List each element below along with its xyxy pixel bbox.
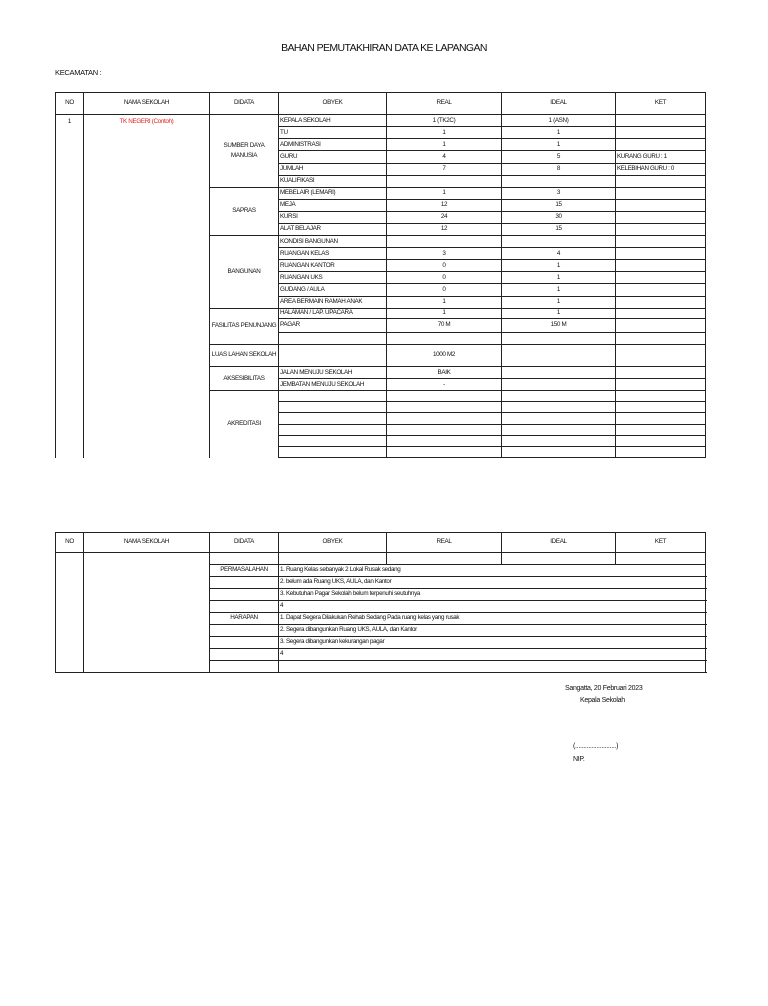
empty-cell [210,589,279,601]
real-cell: 7 [387,163,502,175]
ideal-cell: 30 [502,211,616,223]
ket-cell [616,272,706,284]
permasalahan-item: 3. Kebutuhan Pagar Sekolah belum terpenuhi seutuhnya [279,589,706,601]
real-cell: 1 [387,308,502,318]
header-nama-sekolah: NAMA SEKOLAH [84,93,210,115]
real-cell: 1 (TK2C) [387,115,502,127]
row-number: 1 [56,115,84,458]
empty-cell [279,391,387,402]
ket-cell [616,115,706,127]
ket-cell [616,175,706,187]
ket-cell: KELEBIHAN GURU : 0 [616,163,706,175]
ideal-cell: 1 [502,284,616,296]
ideal-cell: 3 [502,187,616,199]
real-cell: 1000 M2 [387,344,502,366]
signature-role: Kepala Sekolah [580,697,625,704]
empty-cell [210,577,279,589]
category-akreditasi: AKREDITASI [210,391,279,458]
empty-cell [279,424,387,435]
obyek-cell: JALAN MENUJU SEKOLAH [279,367,387,379]
table-row [56,115,706,127]
document-title: BAHAN PEMUTAKHIRAN DATA KE LAPANGAN [281,42,487,54]
real-cell: 0 [387,284,502,296]
ket-cell [616,248,706,260]
category-fasilitas: FASILITAS PENUNJANG [210,308,279,344]
ideal-cell: 150 M [502,318,616,332]
empty-cell [279,435,387,446]
obyek-cell: JEMBATAN MENUJU SEKOLAH [279,379,387,391]
empty-cell [279,446,387,457]
ket-cell [616,260,706,272]
signature-name-placeholder: (.........................) [573,743,619,750]
obyek-cell: JUMLAH [279,163,387,175]
real-cell: 1 [387,127,502,139]
empty-cell [502,332,616,344]
harapan-item: 3. Segera dibangunkan kekurangan pagar [279,637,706,649]
empty-cell [387,391,502,402]
ket-cell [616,284,706,296]
ket-cell [616,379,706,391]
empty-cell [502,402,616,413]
ideal-cell: 1 [502,127,616,139]
ideal-cell: 1 [502,272,616,284]
ket-cell [616,367,706,379]
ket-cell [616,199,706,211]
real-cell: 1 [387,296,502,308]
obyek-cell: GUDANG / AULA [279,284,387,296]
header-didata: DIDATA [210,93,279,115]
ket-cell [616,127,706,139]
ideal-cell: 1 [502,260,616,272]
empty-cell [387,413,502,424]
empty-cell [210,625,279,637]
obyek-cell: ADMINISTRASI [279,139,387,151]
ideal-cell [502,175,616,187]
real-cell: BAIK [387,367,502,379]
real-cell: 0 [387,260,502,272]
ket-cell [616,318,706,332]
real-cell: 70 M [387,318,502,332]
empty-cell [616,446,706,457]
ideal-cell: 1 (ASN) [502,115,616,127]
header-ideal: IDEAL [502,533,616,553]
header-obyek: OBYEK [279,93,387,115]
obyek-cell: RUANGAN KELAS [279,248,387,260]
real-cell: 3 [387,248,502,260]
empty-cell [84,553,210,673]
empty-cell [387,402,502,413]
ideal-cell [502,236,616,248]
category-aksesibilitas: AKSESIBILITAS [210,367,279,391]
header-real: REAL [387,533,502,553]
obyek-cell: RUANGAN UKS [279,272,387,284]
kecamatan-label: KECAMATAN : [55,68,102,77]
empty-cell [616,553,706,565]
obyek-cell: HALAMAN / LAP. UPACARA [279,308,387,318]
obyek-cell: RUANGAN KANTOR [279,260,387,272]
ket-cell: KURANG GURU : 1 [616,151,706,163]
empty-cell [210,661,279,673]
header-ket: KET [616,533,706,553]
obyek-cell: KUALIFIKASI [279,175,387,187]
header-didata: DIDATA [210,533,279,553]
ideal-cell: 4 [502,248,616,260]
harapan-item: 1. Dapat Segera Dilakukan Rehab Sedang Pada ruang kelas yang rusak [279,613,706,625]
obyek-cell: GURU [279,151,387,163]
school-name: TK NEGERI (Contoh) [84,115,210,458]
category-sapras: SAPRAS [210,187,279,235]
real-cell: 4 [387,151,502,163]
ideal-cell: 1 [502,308,616,318]
ket-cell [616,224,706,236]
obyek-cell [279,344,387,366]
real-cell: 1 [387,187,502,199]
ket-cell [616,344,706,366]
ideal-cell: 5 [502,151,616,163]
obyek-cell: PAGAR [279,318,387,332]
ket-cell [616,139,706,151]
ideal-cell [502,379,616,391]
obyek-cell: MEBELAIR (LEMARI) [279,187,387,199]
header-no: NO [56,93,84,115]
harapan-label: HARAPAN [210,613,279,625]
empty-cell [279,413,387,424]
obyek-cell: KEPALA SEKOLAH [279,115,387,127]
empty-cell [387,446,502,457]
data-table [55,92,706,458]
empty-cell [279,553,387,565]
empty-cell [210,553,279,565]
category-bangunan: BANGUNAN [210,236,279,309]
empty-cell [210,649,279,661]
header-no: NO [56,533,84,553]
obyek-cell: MEJA [279,199,387,211]
table-row [56,553,706,565]
real-cell [387,236,502,248]
empty-cell [616,332,706,344]
header-ket: KET [616,93,706,115]
header-obyek: OBYEK [279,533,387,553]
category-sdm: SUMBER DAYA MANUSIA [210,115,279,188]
obyek-cell: AREA BERMAIN RAMAH ANAK [279,296,387,308]
real-cell: - [387,379,502,391]
permasalahan-item: 2. belum ada Ruang UKS, AULA, dan Kantor [279,577,706,589]
obyek-cell: KURSI [279,211,387,223]
obyek-cell: ALAT BELAJAR [279,224,387,236]
empty-cell [210,601,279,613]
ideal-cell: 15 [502,224,616,236]
empty-cell [616,413,706,424]
ideal-cell: 8 [502,163,616,175]
header-ideal: IDEAL [502,93,616,115]
empty-cell [56,553,84,673]
ideal-cell: 1 [502,139,616,151]
empty-cell [502,424,616,435]
empty-cell [387,332,502,344]
empty-cell [279,661,706,673]
empty-cell [502,553,616,565]
ideal-cell: 15 [502,199,616,211]
ket-cell [616,211,706,223]
ket-cell [616,236,706,248]
real-cell: 24 [387,211,502,223]
permasalahan-item: 4 [279,601,706,613]
real-cell [387,175,502,187]
real-cell: 12 [387,224,502,236]
empty-cell [279,332,387,344]
ket-cell [616,187,706,199]
empty-cell [502,446,616,457]
obyek-cell: KONDISI BANGUNAN [279,236,387,248]
category-luas-lahan: LUAS LAHAN SEKOLAH [210,344,279,366]
ket-cell [616,296,706,308]
problems-table [55,532,706,673]
empty-cell [616,435,706,446]
real-cell: 12 [387,199,502,211]
real-cell: 1 [387,139,502,151]
signature-place-date: Sangatta, 20 Februari 2023 [565,685,643,692]
table-header-row [56,93,706,115]
ideal-cell [502,367,616,379]
empty-cell [502,391,616,402]
permasalahan-label: PERMASALAHAN [210,565,279,577]
empty-cell [279,402,387,413]
empty-cell [210,637,279,649]
empty-cell [502,413,616,424]
table-header-row [56,533,706,553]
empty-cell [387,424,502,435]
empty-cell [387,553,502,565]
empty-cell [502,435,616,446]
empty-cell [616,424,706,435]
header-nama-sekolah: NAMA SEKOLAH [84,533,210,553]
empty-cell [387,435,502,446]
header-real: REAL [387,93,502,115]
ket-cell [616,308,706,318]
empty-cell [616,402,706,413]
empty-cell [616,391,706,402]
ideal-cell [502,344,616,366]
obyek-cell: TU [279,127,387,139]
signature-nip: NIP. [573,756,585,763]
real-cell: 0 [387,272,502,284]
permasalahan-item: 1. Ruang Kelas sebanyak 2 Lokal Rusak sedang [279,565,706,577]
harapan-item: 2. Segera dibangunkan Ruang UKS, AULA, dan Kantor [279,625,706,637]
harapan-item: 4 [279,649,706,661]
ideal-cell: 1 [502,296,616,308]
